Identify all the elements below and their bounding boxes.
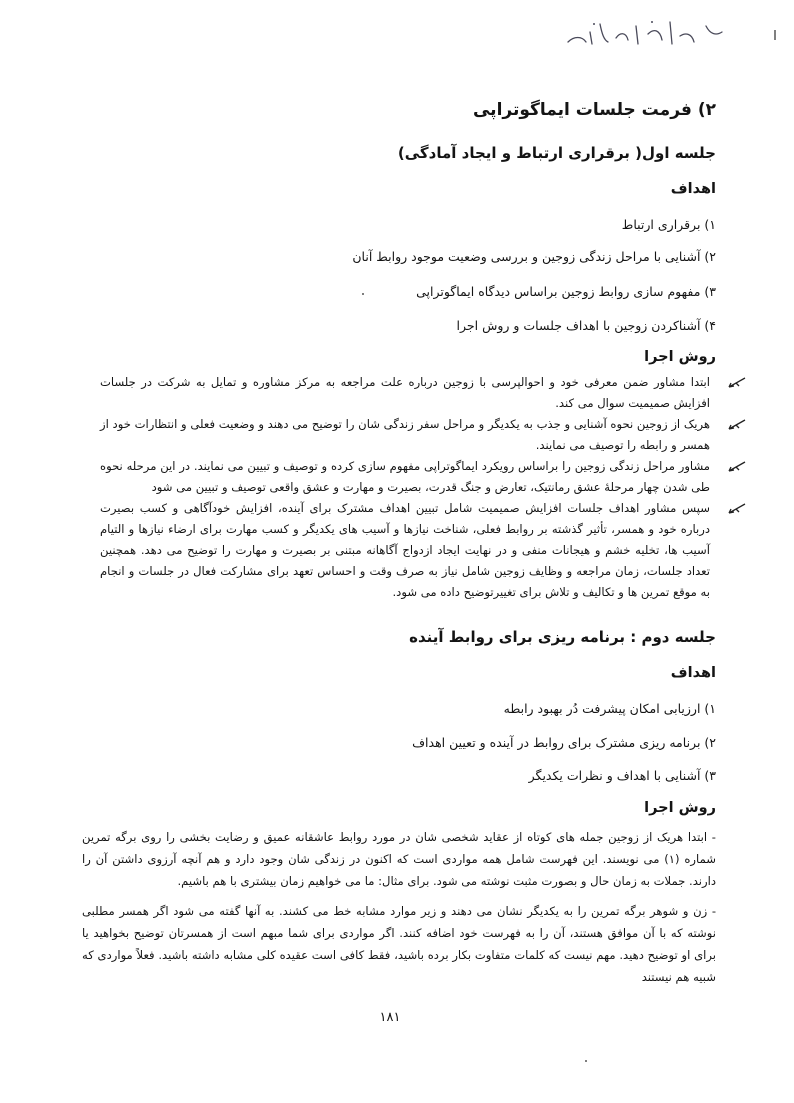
method-item-text: مشاور مراحل زندگی زوجین را براساس رویکرد ایماگوتراپی مفهوم سازی کرده و توصیف و تبیین می نمایند. در این مرحله نحوه طی شدن چهار مرحلهٔ عشق رمانتیک، تعارض و جنگ قدرت، بصیرت و مهارت و عشق واقعی توصیف و تبیین می شود: [100, 459, 710, 494]
session1-goal-3: ۳) مفهوم سازی روابط زوجین براساس دیدگاه ایماگوتراپی: [416, 284, 716, 299]
tick-mark: [772, 30, 778, 40]
method-item-text: هریک از زوجین نحوه آشنایی و جذب به یکدیگر و مراحل سفر زندگی شان را توضیح می دهند و وضعیت فعلی و انتظارات خود از همسر و رابطه را توصیف می نمایند.: [100, 417, 710, 452]
pen-bullet-icon: [728, 502, 748, 514]
session2-goal-2: ۲) برنامه ریزی مشترک برای روابط در آینده و تعیین اهداف: [412, 735, 716, 750]
session2-title: جلسه دوم : برنامه ریزی برای روابط آینده: [409, 628, 716, 646]
session2-paragraph-1: - ابتدا هریک از زوجین جمله های کوتاه از عقاید شخصی شان در مورد روابط عاشقانه عمیق و رضایت بخشی را روی برگه تمرین شماره (۱) می نویسند. این فهرست شامل همه مواردی است که اکنون در زندگی شان وجود دارد و هم آنچه آرزوی داشتن آن را دارند. جملات به زمان حال و بصورت مثبت نوشته می شود. برای مثال: ما می خواهیم زمان بیشتری با هم باشیم.: [82, 830, 716, 888]
pen-bullet-icon: [728, 418, 748, 430]
session1-goals-heading: اهداف: [670, 181, 716, 197]
pen-bullet-icon: [728, 376, 748, 388]
method-item: [100, 456, 748, 498]
page-number: ۱۸۱: [379, 1010, 401, 1025]
session1-goal-2: ۲) آشنایی با مراحل زندگی زوجین و بررسی وضعیت موجود روابط آنان: [352, 249, 716, 264]
method-item-text: سپس مشاور اهداف جلسات افزایش صمیمیت شامل تبیین اهداف مشترک برای آینده، افزایش خودآگاهی و کسب بصیرت درباره خود و همسر، تأثیر گذشته بر روابط فعلی، شناخت نیازها و آسیب های یکدیگر و کسب مهارت برای ارضاء نیازها و التیام آسیب ها، تخلیه خشم و هیجانات منفی و در نهایت ایجاد ازدواج آگاهانه مبتنی بر بصیرت و مهارت را توضیح می دهد. همچنین تعداد جلسات، زمان مراجعه و وظایف زوجین شامل نیاز به صرف وقت و احساس تعهد برای مشارکت فعال در جلسات و انجام به موقع تمرین ها و تکالیف و تلاش برای تغییرتوضیح داده می شود.: [100, 501, 710, 599]
session1-goal-4: ۴) آشناکردن زوجین با اهداف جلسات و روش اجرا: [456, 318, 716, 333]
scan-speck: [585, 1060, 587, 1062]
method-item: [100, 414, 748, 456]
session2-goal-1: ۱) ارزیابی امکان پیشرفت دُر بهبود رابطه: [503, 701, 716, 716]
handwritten-note: [560, 14, 730, 54]
session2-paragraph-2: - زن و شوهر برگه تمرین را به یکدیگر نشان می دهند و زیر موارد مشابه خط می کشند. به آنها گفته می شود اگر همسر مطلبی نوشته که با آن موافق هستند، آن را به فهرست خود اضافه کنند. اگر مواردی برای شما مبهم است از همسرتان توضیح بخواهید یا برای او توضیح دهید. مهم نیست که کلمات متفاوت بکار برده باشید، فقط کافی است عقیده کلی مشابه داشته باشید. فعلاً مواردی که شبیه هم نیستند: [82, 904, 716, 984]
method-item: [100, 372, 748, 414]
method-item: [100, 498, 748, 603]
session2-method-heading: روش اجرا: [644, 800, 716, 816]
session1-title: جلسه اول( برقراری ارتباط و ایجاد آمادگی): [397, 144, 716, 162]
method-item-text: ابتدا مشاور ضمن معرفی خود و احوالپرسی با زوجین درباره علت مراجعه به مرکز مشاوره و تمایل به شرکت در جلسات افزایش صمیمیت سوال می کند.: [100, 375, 710, 410]
session1-goal-1: ۱) برقراری ارتباط: [621, 217, 716, 232]
session1-method-list: [100, 372, 748, 603]
session2-goals-heading: اهداف: [670, 665, 716, 681]
session2-goal-3: ۳) آشنایی با اهداف و نظرات یکدیگر: [528, 768, 716, 783]
session1-method-heading: روش اجرا: [644, 349, 716, 365]
section-title: ۲) فرمت جلسات ایماگوتراپی: [472, 100, 716, 120]
pen-bullet-icon: [728, 460, 748, 472]
scan-speck: [362, 293, 364, 295]
